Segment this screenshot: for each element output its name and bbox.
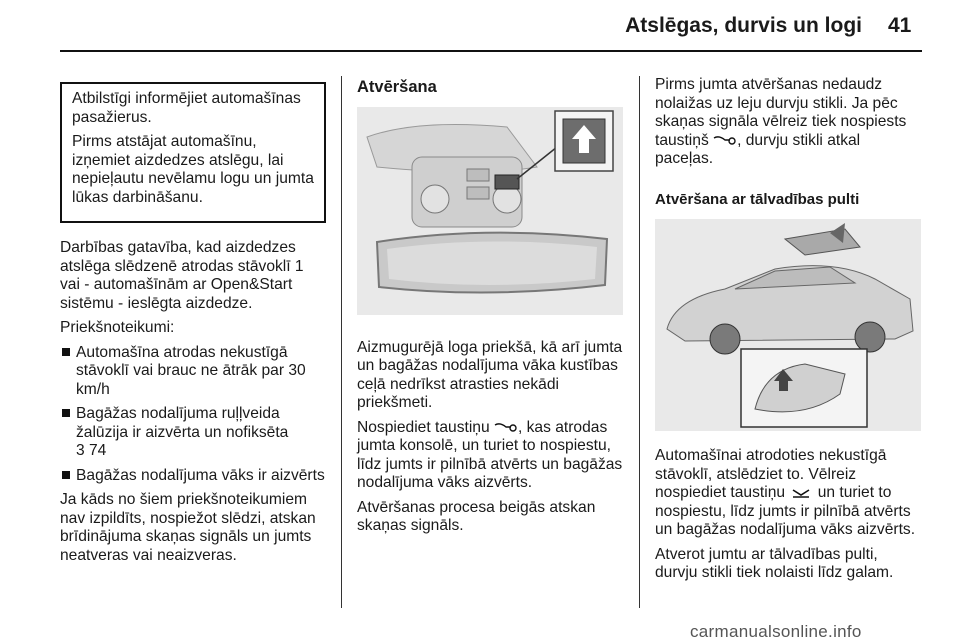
list-item: Automašīna atrodas nekustīgā stāvoklī vai brauc ne ātrāk par 30 km/h	[60, 344, 326, 400]
column-divider-1	[341, 76, 342, 608]
page-number: 41	[888, 14, 912, 37]
end-signal-paragraph: Atvēršanas procesa beigās atskan skaņas signāls.	[357, 498, 596, 534]
notice-text-2: Pirms atstājat automašīnu, izņemiet aizdedzes atslēgu, lai nepieļautu nevēlamu logu un jumta lūkas darbināšanu.	[72, 133, 314, 206]
windows-paragraph: Pirms jumta atvēršanas nedaudz nolaižas uz leju durvju stikli. Ja pēc skaņas signāla vēlreiz tiek nospiests taustiņš , durvju stikli atkal paceļas.	[655, 76, 907, 167]
bullet-icon	[62, 348, 70, 356]
intro-paragraph: Darbības gatavība, kad aizdedzes atslēga slēdzenē atrodas stāvoklī 1 vai - automašīnām ar Open&Start sistēmu - ieslēgta aizdedze.	[60, 239, 304, 312]
remote-instructions-paragraph: Automašīnai atrodoties nekustīgā stāvoklī, atslēdziet to. Vēlreiz nospiediet taustiņu un turiet to nospiestu, līdz jumts ir pilnībā atvērts un bagāžas nodalījuma vāks aizvērts.	[655, 447, 916, 538]
bullet-icon	[62, 471, 70, 479]
remote-windows-paragraph: Atverot jumtu ar tālvadības pulti, durvju stikli tiek nolaisti līdz galam.	[655, 545, 894, 581]
prerequisites-label: Priekšnoteikumi:	[60, 319, 175, 336]
column-2	[357, 76, 623, 542]
roof-open-button-icon	[494, 421, 518, 433]
list-item: Bagāžas nodalījuma ruļļveida žalūzija ir aizvērta un nofiksēta 3 74	[60, 405, 326, 461]
notice-box	[60, 82, 326, 223]
clearance-paragraph: Aizmugurējā loga priekšā, kā arī jumta un bagāžas nodalījuma vāka kustības ceļā nedrīkst atrasties nekādi priekšmeti.	[357, 338, 623, 411]
watermark-text: carmanualsonline.info	[690, 622, 862, 641]
column-divider-2	[639, 76, 640, 608]
column-3	[655, 76, 921, 589]
header-divider	[60, 50, 922, 52]
closing-paragraph: Ja kāds no šiem priekšnoteikumiem nav izpildīts, nospiežot slēdzi, atskan brīdinājuma skaņas signāls un jumts neatveras vai neaizveras.	[60, 491, 316, 564]
page-reference[interactable]: 3 74	[76, 442, 107, 459]
bullet-icon	[62, 409, 70, 417]
prerequisites-list	[60, 344, 326, 486]
remote-section-heading: Atvēršana ar tālvadības pulti	[655, 190, 860, 208]
column-1	[60, 82, 326, 571]
car-remote-figure	[655, 219, 921, 431]
page-title: Atslēgas, durvis un logi	[625, 14, 862, 37]
notice-text-1: Atbilstīgi informējiet automašīnas pasažierus.	[72, 90, 301, 126]
open-instructions-paragraph: Nospiediet taustiņu , kas atrodas jumta konsolē, un turiet to nospiestu, līdz jumts ir pilnībā atvērts un bagāžas nodalījuma vāks aizvērts.	[357, 418, 623, 491]
section-heading: Atvēršana	[357, 78, 437, 96]
list-item: Bagāžas nodalījuma vāks ir aizvērts	[60, 467, 326, 486]
overhead-console-figure	[357, 107, 623, 315]
roof-open-button-icon	[713, 134, 737, 146]
remote-open-button-icon	[789, 487, 813, 499]
